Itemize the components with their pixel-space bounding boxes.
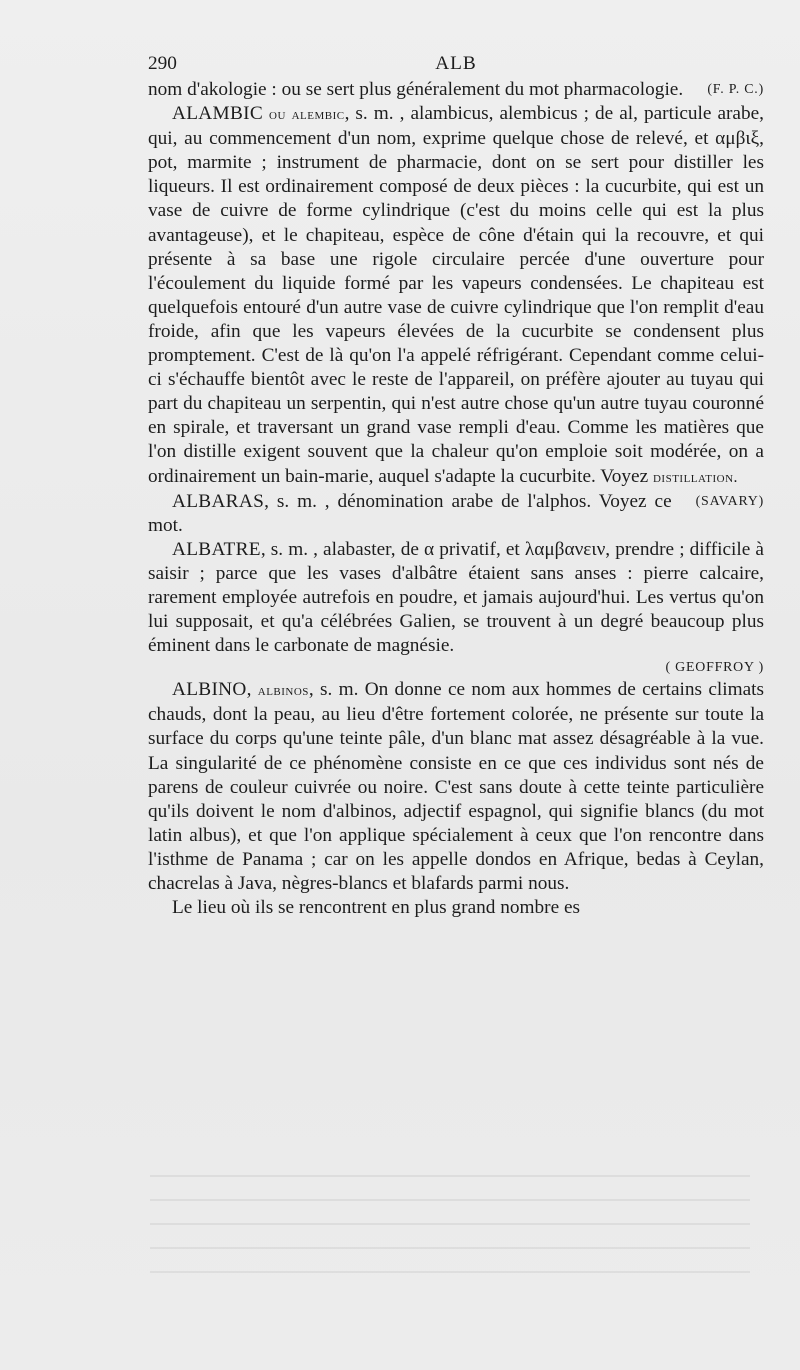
- source-attribution: ( GEOFFROY ): [665, 660, 764, 676]
- headword: ALBARAS: [172, 490, 265, 512]
- headword: ALBINO: [172, 679, 247, 701]
- running-header: [148, 50, 764, 78]
- paragraph-akologie: [148, 78, 764, 102]
- source-attribution: (SAVARY): [695, 493, 764, 509]
- paragraph-text: nom d'akologie : ou se sert plus généralement du mot pharmacologie.: [148, 79, 684, 100]
- entry-albaras: [148, 490, 764, 538]
- entry-body: , s. m. , alabaster, de α privatif, et λαμβανειν, prendre ; difficile à saisir ; parce que les vases d'albâtre étaient sans anses : pierre calcaire, rarement employée autrefois en poudre, et jamais aujourd'hui. Les vertus qu'on lui supposait, et qu'a célébrées Galien, se trouvent à un degré beaucoup plus éminent dans le carbonate de magnésie.: [148, 538, 764, 657]
- headword: ALBATRE: [172, 538, 261, 560]
- paragraph-text: Le lieu où ils se rencontrent en plus grand nombre es: [172, 897, 581, 919]
- show-through-bleed: [150, 1175, 750, 1295]
- source-attribution: (F. P. C.): [707, 82, 764, 97]
- entry-albatre: [148, 538, 764, 658]
- cross-reference: distillation.: [652, 468, 738, 486]
- headword-variant: albinos: [257, 682, 309, 700]
- headword: ALAMBIC: [172, 103, 264, 125]
- running-title: ALB: [435, 53, 477, 74]
- paragraph-continuation: [148, 896, 764, 920]
- entry-body: , s. m. On donne ce nom aux hommes de certains climats chauds, dont la peau, au lieu d'être fortement colorée, ne présente sur toute la surface du corps qu'une teinte pâle, d'un blanc mat assez désagréable à la vue. La singularité de ce phénomène consiste en ce que ces individus sont nés de parens de couleur cuivrée ou noire. C'est sans doute à cette teinte particulière qu'ils doivent le nom d'albinos, adjectif espagnol, qui signifie blancs (du mot latin albus), et que l'on applique spécialement à ceux que l'on rencontre dans l'isthme de Panama ; car on les appelle dondos en Afrique, bedas à Ceylan, chacrelas à Java, nègres-blancs et blafards parmi nous.: [148, 679, 765, 894]
- headword-variant: ou alembic: [269, 106, 345, 124]
- entry-body: , s. m. , alambicus, alembicus ; de al, particule arabe, qui, au commencement d'un nom, exprime quelque chose de relevé, et αμβιξ, pot, marmite ; instrument de pharmacie, dont on se sert pour distiller les liqueurs. Il est ordinairement composé de deux pièces : la cucurbite, qui est un vase de cuivre de forme cylindrique (c'est du moins celle qui est la plus avantageuse), et le chapiteau, espèce de cône d'étain qui la recouvre, et qui présente à sa base une rigole circulaire percée d'une ouverture pour l'écoulement du liquide formé par les vapeurs condensées. Le chapiteau est quelquefois entouré d'un autre vase de cuivre cylindrique que l'on remplit d'eau froide, afin que les vapeurs élevées de la cucurbite se condensent plus promptement. C'est de là qu'on l'a appelé réfrigérant. Cependant comme celui-ci s'échauffe bientôt avec le reste de l'appareil, on préfère ajouter au tuyau qui part du chapiteau un serpentin, qui n'est autre chose qu'un autre tuyau couronné en spirale, et traversant un grand vase rempli d'eau. Comme les matières que l'on distille exigent souvent que la chaleur qu'on emploie soit modérée, on a ordinairement un bain-marie, auquel s'adapte la cucurbite. Voyez: [148, 103, 764, 487]
- entry-albino: ALBINO, albinos, s. m. On donne ce nom aux hommes de certains climats chauds, dont la peau, au lieu d'être fortement colorée, ne présente sur toute la surface du corps qu'une teinte pâle, d'un blanc mat assez désagréable à la vue. La singularité de ce phénomène consiste en ce que ces individus sont nés de parens de couleur cuivrée ou noire. C'est sans doute à cette teinte particulière qu'ils doivent le nom d'albinos, adjectif espagnol, qui signifie blancs (du mot latin albus), et que l'on applique spécialement à ceux que l'on rencontre dans l'isthme de Panama ; car on les appelle dondos en Afrique, bedas à Ceylan, chacrelas à Java, nègres-blancs et blafards parmi nous.: [148, 679, 765, 894]
- entry-body: , s. m. , dénomination arabe de l'alphos. Voyez ce mot.: [148, 490, 672, 536]
- text-column: [148, 50, 764, 920]
- page-number: 290: [148, 53, 177, 74]
